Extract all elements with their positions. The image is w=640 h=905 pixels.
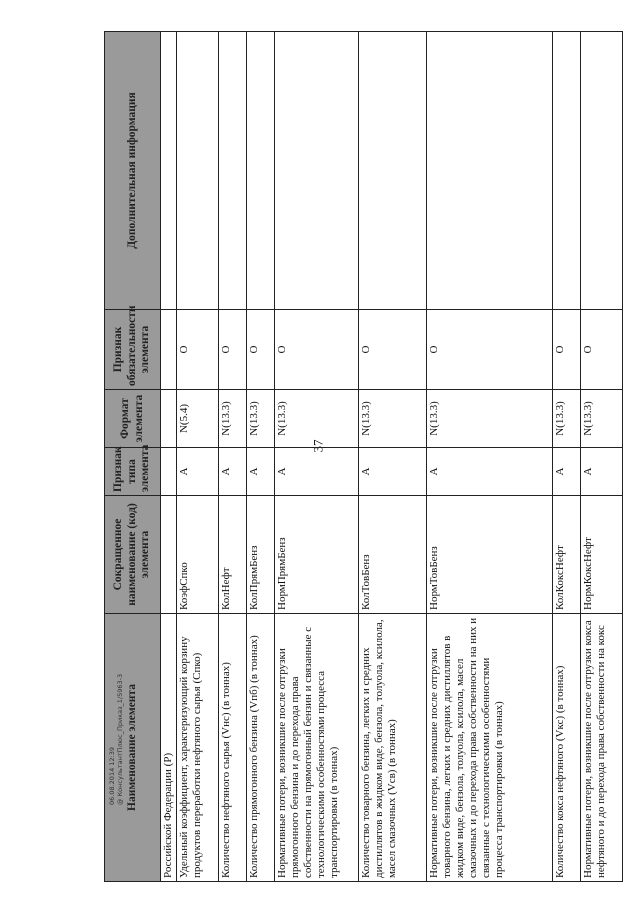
cell-required — [161, 310, 177, 390]
cell-code — [161, 496, 177, 614]
cell-type: А — [274, 448, 358, 496]
elements-table — [104, 31, 623, 882]
table-row — [358, 32, 426, 882]
cell-type: А — [552, 448, 580, 496]
header-cell: Признак типа элемента — [105, 448, 161, 496]
cell-info — [358, 32, 426, 310]
header-cell: Наименование элемента — [105, 614, 161, 882]
cell-format: N(5.4) — [176, 390, 218, 448]
table-row — [426, 32, 552, 882]
cell-format: N(13.3) — [580, 390, 622, 448]
cell-name: Количество прямогонного бензина (Vпб) (в тоннах) — [246, 614, 274, 882]
cell-info — [246, 32, 274, 310]
cell-type: А — [426, 448, 552, 496]
cell-required: О — [176, 310, 218, 390]
cell-format: N(13.3) — [426, 390, 552, 448]
cell-format: N(13.3) — [274, 390, 358, 448]
table-row — [161, 32, 177, 882]
cell-format: N(13.3) — [246, 390, 274, 448]
cell-code: КоэфСпко — [176, 496, 218, 614]
cell-format — [161, 390, 177, 448]
cell-name: Российской Федерации (Р) — [161, 614, 177, 882]
table-row — [580, 32, 622, 882]
cell-name: Удельный коэффициент, характеризующий корзину продуктов переработки нефтяного сырья (Спко) — [176, 614, 218, 882]
cell-code: КолПрямБенз — [246, 496, 274, 614]
cell-type: А — [246, 448, 274, 496]
cell-format: N(13.3) — [358, 390, 426, 448]
header-cell: Признак обязательности элемента — [105, 310, 161, 390]
page-number: 37 — [310, 439, 326, 453]
table-row — [274, 32, 358, 882]
cell-info — [161, 32, 177, 310]
cell-info — [580, 32, 622, 310]
footer-source: @ КонсультантПлюс_Приказ_1/5963-3 — [116, 673, 125, 805]
cell-code: КолТовБенз — [358, 496, 426, 614]
cell-format: N(13.3) — [552, 390, 580, 448]
table-row — [218, 32, 246, 882]
header-cell: Формат элемента — [105, 390, 161, 448]
footer-stamp — [108, 674, 125, 805]
cell-required: О — [580, 310, 622, 390]
cell-code: НормКоксНефт — [580, 496, 622, 614]
header-cell: Дополнительная информация — [105, 32, 161, 310]
cell-type: А — [358, 448, 426, 496]
cell-type: А — [580, 448, 622, 496]
cell-format: N(13.3) — [218, 390, 246, 448]
cell-info — [274, 32, 358, 310]
cell-name: Количество нефтяного сырья (Vнс) (в тоннах) — [218, 614, 246, 882]
cell-name: Количество товарного бензина, легких и средних дистиллятов в жидком виде, бензола, толуола, ксилола, масел смазочных (Vсв) (в тоннах) — [358, 614, 426, 882]
cell-name: Нормативные потери, возникшие после отгрузки прямогонного бензина и до перехода права собственности на прямогонный бензин и связанные с технологическими особенностями процесса транспортировки (в тоннах) — [274, 614, 358, 882]
cell-required: О — [246, 310, 274, 390]
cell-name: Нормативные потери, возникшие после отгрузки товарного бензина, легких и средних дистиллятов в жидком виде, бензола, толуола, ксилола, масел смазочных и до перехода права собственности на них и связанные с технологическими особенностями процесса транспортировки (в тоннах) — [426, 614, 552, 882]
cell-info — [218, 32, 246, 310]
cell-code: НормПрямБенз — [274, 496, 358, 614]
cell-required: О — [426, 310, 552, 390]
cell-required: О — [218, 310, 246, 390]
cell-type: А — [218, 448, 246, 496]
cell-code: КолКоксНефт — [552, 496, 580, 614]
cell-code: НормТовБенз — [426, 496, 552, 614]
cell-info — [176, 32, 218, 310]
cell-info — [552, 32, 580, 310]
cell-name: Количество кокса нефтяного (Vкс) (в тоннах) — [552, 614, 580, 882]
cell-code: КолНефт — [218, 496, 246, 614]
table-container — [104, 32, 607, 882]
header-cell: Сокращенное наименование (код) элемента — [105, 496, 161, 614]
cell-type — [161, 448, 177, 496]
table-row — [176, 32, 218, 882]
footer-date: 06.08.2014 12:39 — [108, 746, 116, 805]
cell-name: Нормативные потери, возникшие после отгрузки кокса нефтяного и до перехода права собственности на кокс — [580, 614, 622, 882]
cell-info — [426, 32, 552, 310]
table-row — [552, 32, 580, 882]
table-row — [246, 32, 274, 882]
cell-required: О — [358, 310, 426, 390]
cell-required: О — [274, 310, 358, 390]
cell-required: О — [552, 310, 580, 390]
cell-type: А — [176, 448, 218, 496]
